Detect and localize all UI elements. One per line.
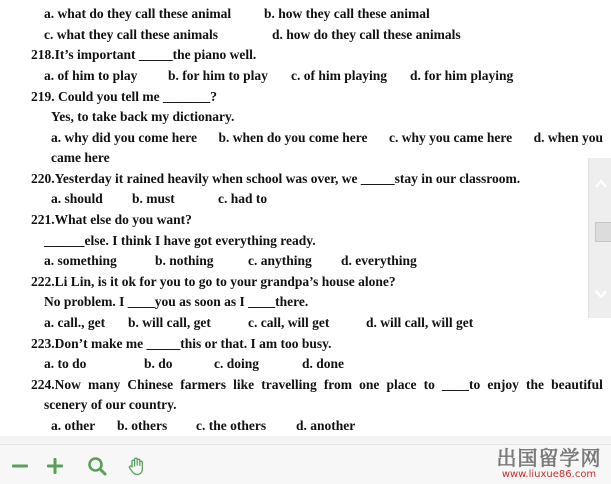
scroll-up-icon[interactable]: [593, 176, 609, 192]
option-d: d. everything: [341, 253, 417, 268]
plus-icon: [44, 455, 66, 477]
question-219-options: [51, 130, 603, 146]
option-b: b. how they call these animal: [264, 6, 430, 21]
word: 224.Now: [31, 377, 81, 392]
scroll-thumb[interactable]: [595, 222, 611, 242]
question-221-answer-line: ______else. I think I have got everything ready.: [44, 233, 316, 248]
option-b: b. do: [144, 356, 173, 371]
question-223: 223.Don’t make me _____this or that. I am too busy.: [31, 336, 332, 351]
zoom-out-button[interactable]: [9, 455, 31, 477]
option-b: b. nothing: [155, 253, 214, 268]
line-217-options-ab: [44, 6, 430, 22]
option-b: b. when do you come here: [218, 130, 368, 145]
option-d: d. how do they call these animals: [272, 27, 461, 42]
question-221-options: [44, 253, 417, 269]
option-c: c. of him playing: [291, 68, 388, 83]
grip-icon[interactable]: [140, 437, 152, 443]
word: travelling: [261, 377, 317, 392]
word: many: [87, 377, 121, 392]
word: from: [323, 377, 353, 392]
word: to: [423, 377, 435, 392]
question-219-option-d-continued: came here: [51, 150, 110, 165]
word: ____to: [442, 377, 481, 392]
word: Chinese: [127, 377, 174, 392]
option-a: a. what do they call these animal: [44, 6, 232, 21]
option-c: c. what they call these animals: [44, 27, 218, 42]
search-icon: [86, 455, 108, 477]
search-button[interactable]: [86, 455, 108, 477]
option-b: b. for him to play: [168, 68, 268, 83]
question-222-options: [44, 315, 473, 331]
word: beautiful: [551, 377, 603, 392]
option-b: b. will call, get: [128, 315, 211, 330]
question-222-answer-line: No problem. I ____you as soon as I ____there.: [44, 294, 309, 309]
option-d: d. when you: [533, 130, 603, 145]
question-220: 220.Yesterday it rained heavily when school was over, we _____stay in our classroom.: [31, 171, 521, 186]
site-watermark: [489, 447, 609, 481]
word: enjoy: [487, 377, 519, 392]
question-224: [31, 377, 603, 393]
option-b: b. must: [132, 191, 175, 206]
word: farmers: [180, 377, 226, 392]
question-219: 219. Could you tell me _______?: [31, 89, 218, 104]
option-c: c. doing: [214, 356, 260, 371]
page-scroller[interactable]: [588, 158, 611, 318]
option-a: a. should: [51, 191, 103, 206]
option-d: d. done: [302, 356, 345, 371]
option-c: c. why you came here: [389, 130, 513, 145]
option-c: c. had to: [218, 191, 268, 206]
question-224-options: [51, 418, 355, 434]
option-a: a. why did you come here: [51, 130, 198, 145]
zoom-in-button[interactable]: [44, 455, 66, 477]
question-223-options: [44, 356, 344, 372]
word: like: [233, 377, 255, 392]
option-c: c. the others: [196, 418, 267, 433]
pan-button[interactable]: [126, 455, 148, 477]
option-a: a. something: [44, 253, 117, 268]
option-a: a. of him to play: [44, 68, 138, 83]
question-224-continued: scenery of our country.: [44, 397, 177, 412]
option-a: a. to do: [44, 356, 87, 371]
option-a: a. call., get: [44, 315, 106, 330]
hand-icon: [126, 455, 148, 477]
word: one: [359, 377, 380, 392]
option-d: d. for him playing: [410, 68, 514, 83]
option-d: d. another: [296, 418, 356, 433]
question-222: 222.Li Lin, is it ok for you to go to your grandpa’s house alone?: [31, 274, 396, 289]
word: the: [525, 377, 544, 392]
option-c: c. call, will get: [248, 315, 330, 330]
scroll-down-icon[interactable]: [593, 286, 609, 302]
horizontal-scrollbar[interactable]: [0, 436, 611, 444]
option-c: c. anything: [248, 253, 312, 268]
watermark-url: www.liuxue86.com: [501, 469, 597, 480]
question-221: 221.What else do you want?: [31, 212, 192, 227]
word: place: [386, 377, 417, 392]
question-218-options: [44, 68, 513, 84]
bottom-toolbar: [0, 444, 611, 484]
question-219-answer-line: Yes, to take back my dictionary.: [51, 109, 235, 124]
option-b: b. others: [117, 418, 168, 433]
question-220-options: [51, 191, 267, 207]
line-217-options-cd: [44, 27, 461, 43]
option-a: a. other: [51, 418, 96, 433]
watermark-logo-text: 出国留学网: [496, 446, 602, 470]
minus-icon: [9, 455, 31, 477]
option-d: d. will call, will get: [366, 315, 474, 330]
question-218: 218.It’s important _____the piano well.: [31, 47, 257, 62]
